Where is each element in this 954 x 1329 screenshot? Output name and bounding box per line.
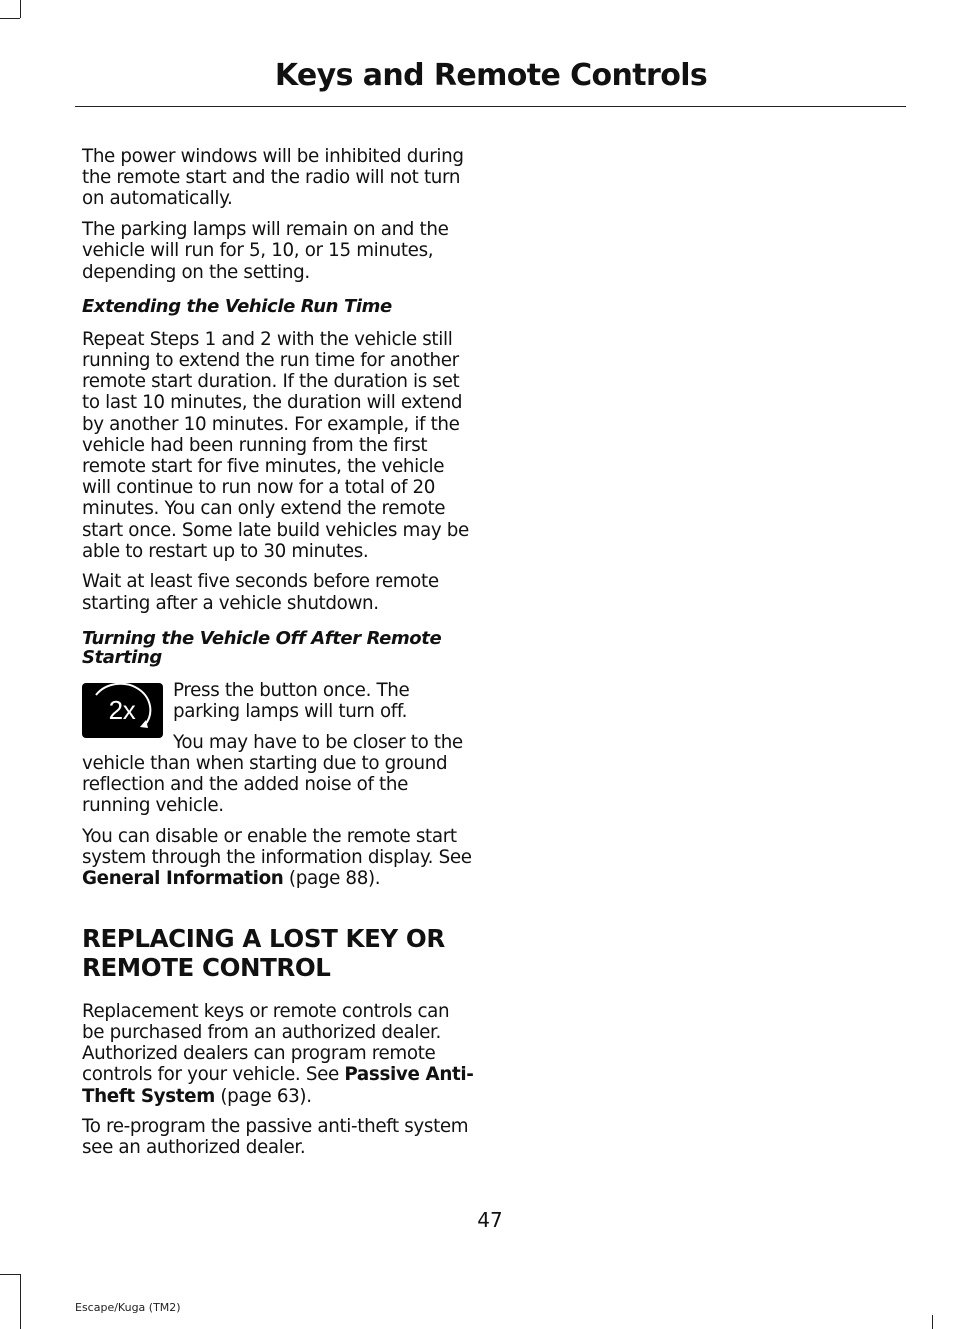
crop-mark [0, 1274, 20, 1275]
paragraph-repeat-steps: Repeat Steps 1 and 2 with the vehicle still running to extend the run time for another remote start duration. If the duration is set to last 10 minutes, the duration will extend by another 10 minutes. For example, if the vehicle had been running from the first remote start for five minutes, the vehicle will continue to run now for a total of 20 minutes. You can only extend the remote start once. Some late build vehicles may be able to restart up to 30 minutes. [82, 328, 469, 562]
paragraph-replacement-keys [82, 1001, 474, 1107]
section-heading-replacing-key: REPLACING A LOST KEY OR REMOTE CONTROL [82, 923, 445, 983]
link-passive-anti-theft[interactable]: Passive Anti-Theft System [82, 1064, 474, 1107]
page-title: Keys and Remote Controls [274, 58, 708, 93]
remote-start-2x-icon [82, 683, 163, 738]
paragraph-power-windows: The power windows will be inhibited during the remote start and the radio will not turn on automatically. [82, 146, 464, 210]
crop-mark [0, 18, 20, 19]
paragraph-wait: Wait at least five seconds before remote starting after a vehicle shutdown. [82, 571, 439, 614]
paragraph-parking-lamps: The parking lamps will remain on and the vehicle will run for 5, 10, or 15 minutes, depending on the setting. [82, 219, 449, 283]
header-divider [75, 106, 906, 107]
subheading-turning-off: Turning the Vehicle Off After Remote Starting [82, 627, 442, 668]
paragraph-reprogram: To re-program the passive anti-theft system see an authorized dealer. [82, 1116, 469, 1159]
crop-mark [932, 1315, 933, 1329]
icon-2x-label: 2x [108, 694, 136, 725]
crop-mark [20, 0, 21, 18]
paragraph-press-button: Press the button once. The parking lamps will turn off. [173, 679, 410, 723]
paragraph-disable-enable [82, 826, 474, 890]
text-segment: You can disable or enable the remote start system through the information display. See [82, 826, 472, 869]
main-column [82, 146, 474, 1168]
text-segment: (page 88). [283, 868, 381, 890]
text-segment: (page 63). [214, 1085, 312, 1107]
subheading-extending-run-time: Extending the Vehicle Run Time [82, 295, 392, 317]
paragraph-closer: You may have to be closer to the vehicle than when starting due to ground reflection and the added noise of the running vehicle. [82, 731, 463, 817]
crop-mark [20, 1274, 21, 1329]
link-general-information[interactable]: General Information [82, 868, 284, 890]
page-number: 47 [477, 1208, 503, 1232]
footer-model: Escape/Kuga (TM2) [75, 1301, 181, 1314]
text-segment: Replacement keys or remote controls can be purchased from an authorized dealer. Authorized dealers can program remote controls for your vehicle. See [82, 1000, 450, 1086]
